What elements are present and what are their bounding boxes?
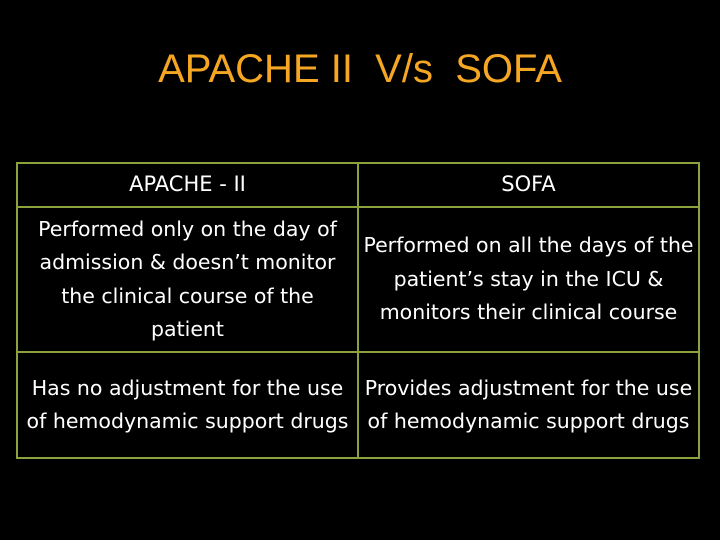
- table-cell-sofa-drugs: Provides adjustment for the use of hemodynamic support drugs: [358, 352, 699, 458]
- column-header-sofa: SOFA: [358, 163, 699, 207]
- table-cell-apache-timing: Performed only on the day of admission & doesn’t monitor the clinical course of the patient: [17, 207, 358, 352]
- table-row: [17, 352, 699, 458]
- table-cell-sofa-timing: Performed on all the days of the patient’s stay in the ICU & monitors their clinical course: [358, 207, 699, 352]
- slide-title: APACHE II V/s SOFA: [158, 47, 562, 91]
- table-cell-apache-drugs: Has no adjustment for the use of hemodynamic support drugs: [17, 352, 358, 458]
- column-header-apache-ii: APACHE - II: [17, 163, 358, 207]
- comparison-table: [16, 162, 700, 459]
- table-header-row: [17, 163, 699, 207]
- table-row: [17, 207, 699, 352]
